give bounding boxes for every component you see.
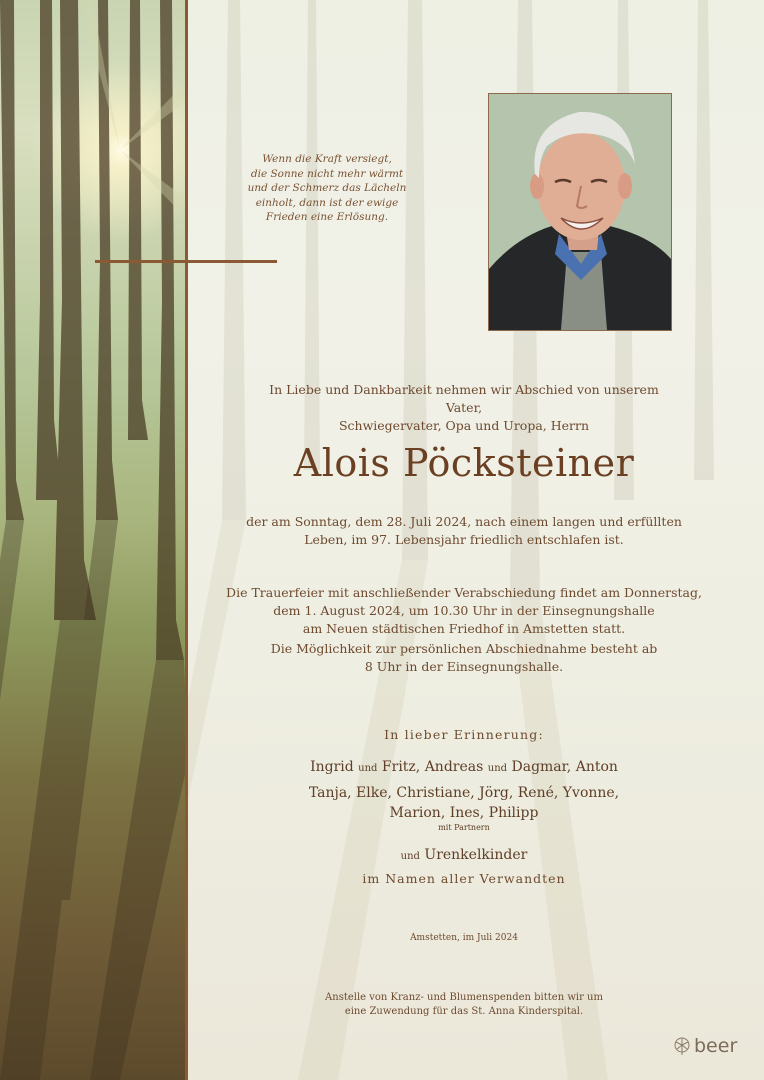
donation-note (300, 991, 628, 1019)
viewing-info (240, 640, 688, 676)
viewing-line: 8 Uhr in der Einsegnungshalle. (364, 659, 564, 674)
intro-line: Schwiegervater, Opa und Uropa, Herrn (338, 418, 590, 433)
intro-text (250, 381, 678, 435)
cross-horizontal-line (95, 260, 277, 263)
mourners-list (272, 757, 656, 867)
conjunction: und (400, 851, 420, 862)
partners-note: mit Partnern (438, 823, 490, 832)
viewing-line: Die Möglichkeit zur persönlichen Abschiednahme besteht ab (270, 641, 658, 656)
death-notice-line: Leben, im 97. Lebensjahr friedlich entschlafen ist. (304, 532, 624, 547)
place-date: Amstetten, im Juli 2024 (410, 933, 518, 943)
great-grandchildren-label: Urenkelkinder (424, 847, 528, 863)
deceased-name: Alois Pöcksteiner (293, 441, 635, 485)
memory-heading: In lieber Erinnerung: (384, 727, 544, 742)
poem-line: Wenn die Kraft versiegt, (262, 153, 392, 165)
great-grandchildren (272, 845, 656, 867)
brand-logo (672, 1033, 737, 1059)
conjunction: und (487, 763, 508, 774)
forest-trees (0, 0, 188, 1080)
portrait-illustration (489, 94, 671, 330)
mourners-row (272, 757, 656, 779)
poem-line: einholt, dann ist der ewige (255, 196, 399, 209)
funeral-line: Die Trauerfeier mit anschließender Verabschiedung findet am Donnerstag, (226, 585, 702, 600)
mourners-row: Marion, Ines, Philipp (389, 805, 539, 821)
relatives-line: im Namen aller Verwandten (362, 871, 566, 886)
dandelion-icon (672, 1036, 692, 1056)
death-notice (236, 513, 692, 549)
poem-line: Frieden eine Erlösung. (265, 211, 389, 223)
brand-name: beer (694, 1035, 738, 1057)
portrait-photo (488, 93, 672, 331)
poem (232, 152, 422, 225)
mourner-name: Fritz, Andreas (381, 759, 484, 775)
mourner-name: Dagmar, Anton (511, 759, 618, 775)
funeral-line: am Neuen städtischen Friedhof in Amstetten statt. (302, 621, 626, 636)
intro-line: In Liebe und Dankbarkeit nehmen wir Abschied von unserem Vater, (269, 382, 659, 415)
poem-line: und der Schmerz das Lächeln (247, 182, 407, 194)
forest-background (0, 0, 188, 1080)
cross-vertical-line (185, 0, 188, 1080)
funeral-info (222, 584, 706, 638)
funeral-line: dem 1. August 2024, um 10.30 Uhr in der Einsegnungshalle (273, 603, 655, 618)
donation-line: Anstelle von Kranz- und Blumenspenden bitten wir um (325, 992, 603, 1003)
conjunction: und (358, 763, 378, 774)
poem-line: die Sonne nicht mehr wärmt (250, 167, 404, 180)
mourners-row: Tanja, Elke, Christiane, Jörg, René, Yvonne, (308, 785, 620, 801)
mourner-name: Ingrid (310, 759, 354, 775)
donation-line: eine Zuwendung für das St. Anna Kinderspital. (344, 1006, 584, 1017)
death-notice-line: der am Sonntag, dem 28. Juli 2024, nach einem langen und erfüllten (246, 514, 682, 529)
